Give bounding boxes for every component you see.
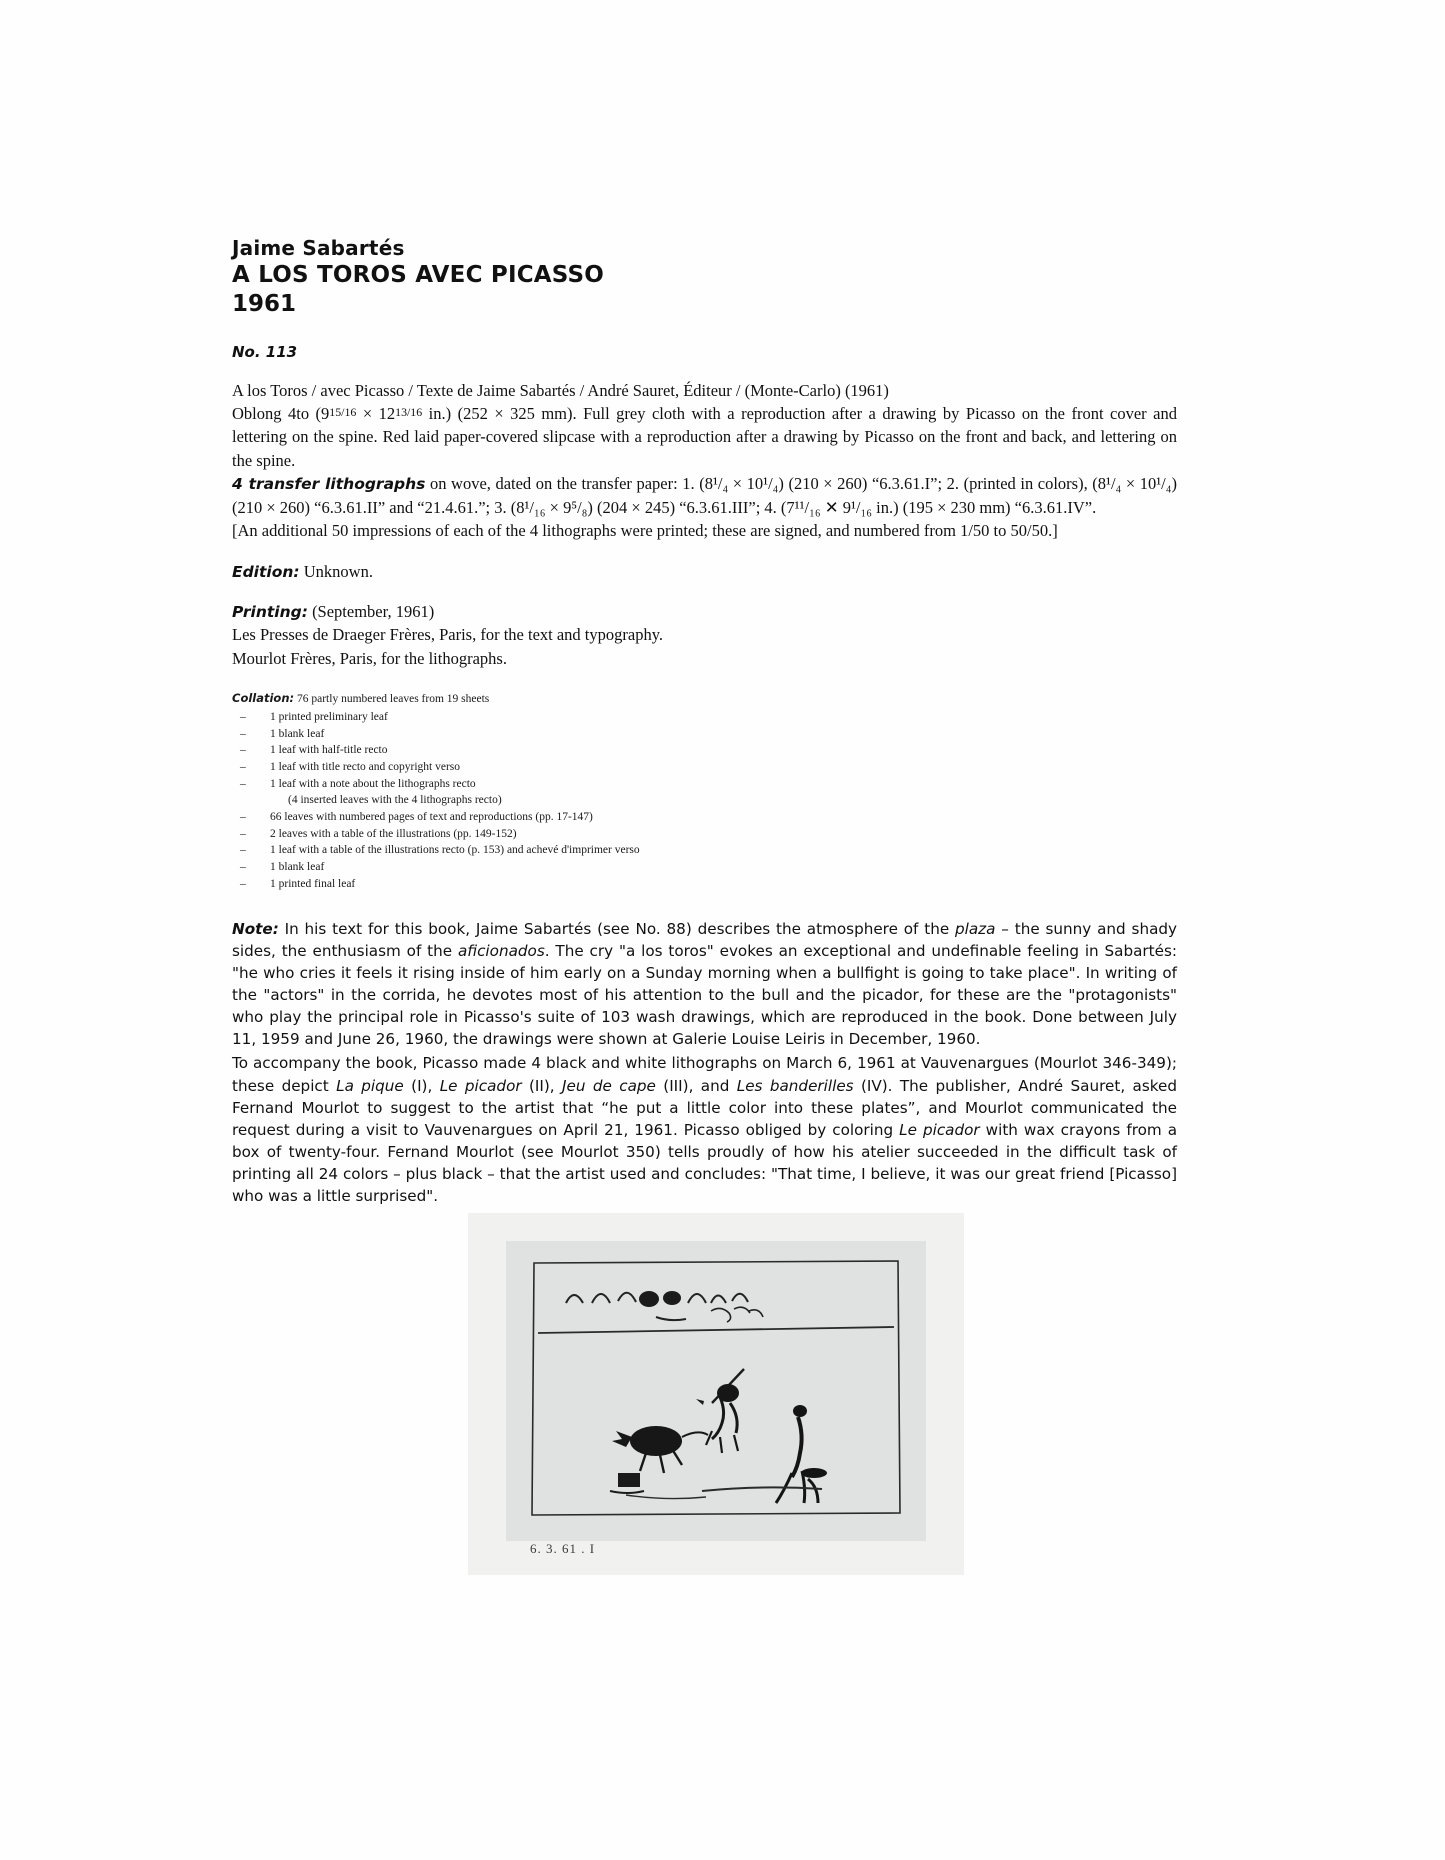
list-item [232, 709, 1177, 726]
bracket-note: [An additional 50 impressions of each of the 4 lithographs were printed; these are signed, and numbered from 1/50 to 50/50.] [232, 521, 1058, 541]
list-item [232, 826, 1177, 843]
note-paragraph-2 [232, 1052, 1177, 1206]
lithograph-line [232, 472, 1177, 519]
dash-icon: – [240, 744, 246, 757]
note-p1-b: – the sunny and shady sides, the enthusiasm of the [232, 920, 1177, 961]
descr-2-c: in.) (252 × 325 mm). Full grey cloth with a reproduction after a drawing by Picasso on the front cover and lettering on the spine. Red laid paper-covered slipcase with a reproduction after a drawing by Picasso on the front and back, and lettering on the spine. [232, 404, 1177, 470]
dash-icon: – [240, 860, 246, 873]
list-item [232, 726, 1177, 743]
note-p2-italic-1: La pique [336, 1076, 404, 1095]
page-title [232, 236, 1177, 319]
collation-item-text: 1 printed final leaf [270, 877, 356, 890]
note-p1-italic-2: aficionados [457, 942, 545, 961]
note-p1-italic-1: plaza [955, 920, 996, 939]
collation-block [232, 690, 1177, 892]
dash-icon: – [240, 877, 246, 890]
descr-2-a: Oblong 4to (9 [232, 404, 330, 423]
dash-icon: – [240, 727, 246, 740]
author-name: Jaime Sabartés [232, 236, 405, 260]
note-p2-d: (III), and [655, 1076, 737, 1095]
collation-item-text: 1 blank leaf [270, 727, 325, 740]
description-line-1: A los Toros / avec Picasso / Texte de Jaime Sabartés / André Sauret, Éditeur / (Monte-Carlo) (1961) [232, 380, 889, 400]
note-block [232, 918, 1177, 1206]
edition-value: Unknown. [299, 561, 373, 581]
collation-item-text: 1 blank leaf [270, 860, 325, 873]
collation-heading [232, 690, 1177, 708]
collation-item-text: 2 leaves with a table of the illustrations (pp. 149-152) [270, 827, 517, 840]
descr-frac-2: 13/16 [395, 405, 423, 420]
collation-list [232, 709, 1177, 892]
list-item [232, 792, 1177, 809]
note-label: Note: [232, 920, 279, 939]
book-title: A LOS TOROS AVEC PICASSO [232, 262, 605, 289]
list-item [232, 842, 1177, 859]
lithograph-label: 4 transfer lithographs [232, 475, 426, 494]
note-paragraph-1 [232, 918, 1177, 1050]
collation-item-text: 1 leaf with a table of the illustrations recto (p. 153) and achevé d'imprimer verso [270, 844, 640, 857]
descr-2-b: × 12 [356, 404, 396, 423]
dash-icon: – [240, 710, 246, 723]
dash-icon: – [240, 760, 246, 773]
note-p2-italic-3: Jeu de cape [562, 1076, 656, 1095]
dash-icon: – [240, 777, 246, 790]
page-content [232, 236, 1177, 1207]
note-p2-c: (II), [521, 1076, 563, 1095]
note-p2-a: To accompany the book, Picasso made 4 black and white lithographs on March 6, 1961 at Vauvenargues (Mourlot 346-349); these depict [232, 1054, 1177, 1095]
note-p2-f: with wax crayons from a box of twenty-four. Fernand Mourlot (see Mourlot 350) tells proudly of how his atelier succeeded in the difficult task of printing all 24 colors – plus black – that the artist used and concludes: "That time, I believe, it was our great friend [Picasso] who was a little surprised". [232, 1120, 1178, 1205]
collation-intro: 76 partly numbered leaves from 19 sheets [294, 693, 490, 706]
printing-line-3: Mourlot Frères, Paris, for the lithographs. [232, 648, 507, 668]
list-item [232, 809, 1177, 826]
note-p2-e: (IV). The publisher, André Sauret, asked Fernand Mourlot to suggest to the artist that “he put a little color into these plates”, and Mourlot communicated the request during a visit to Vauvenargues on April 21, 1961. Picasso obliged by coloring [232, 1076, 1177, 1139]
lithograph-reproduction [506, 1241, 926, 1541]
collation-item-text: (4 inserted leaves with the 4 lithographs recto) [288, 794, 502, 807]
bullfight-drawing-icon [506, 1241, 926, 1541]
collation-item-text: 1 leaf with half-title recto [270, 744, 388, 757]
description-line-2 [232, 402, 1177, 472]
list-item [232, 876, 1177, 893]
list-item [232, 742, 1177, 759]
collation-item-text: 1 printed preliminary leaf [270, 710, 388, 723]
note-p1-a: In his text for this book, Jaime Sabartés (see No. 88) describes the atmosphere of the [278, 920, 956, 939]
note-p2-italic-4: Les banderilles [736, 1076, 854, 1095]
plate-caption: 6. 3. 61 . I [530, 1541, 596, 1556]
catalogue-number: No. 113 [232, 342, 298, 361]
printing-line-1 [232, 600, 1177, 623]
printing-line-2: Les Presses de Draeger Frères, Paris, for the text and typography. [232, 625, 664, 645]
collation-item-text: 1 leaf with title recto and copyright verso [270, 760, 461, 773]
note-p2-b: (I), [403, 1076, 440, 1095]
printing-block [232, 600, 1177, 670]
descr-frac-1: 15/16 [329, 405, 357, 420]
note-p2-italic-5: Le picador [899, 1120, 980, 1139]
dash-icon: – [240, 844, 246, 857]
book-year: 1961 [232, 290, 297, 317]
plate-image [468, 1213, 964, 1575]
collation-item-text: 66 leaves with numbered pages of text and reproductions (pp. 17-147) [270, 810, 593, 823]
dash-icon: – [240, 827, 246, 840]
dash-icon: – [240, 810, 246, 823]
note-p2-italic-2: Le picador [439, 1076, 522, 1095]
lithograph-text: on wove, dated on the transfer paper: 1. (8¹/₄ × 10¹/₄) (210 × 260) “6.3.61.I”; 2. (printed in colors), (8¹/₄ × 10¹/₄) (210 × 260) “6.3.61.II” and “21.4.61.”; 3. (8¹/₁₆ × 9⁵/₈) (204 × 245) “6.3.61.III”; 4. (7¹¹/₁₆ ✕ 9¹/₁₆ in.) (195 × 230 mm) “6.3.61.IV”. [232, 474, 1177, 517]
printing-label: Printing: [232, 602, 308, 621]
printing-value: (September, 1961) [307, 601, 435, 621]
description-block [232, 379, 1177, 543]
note-p1-c: . The cry "a los toros" evokes an exceptional and undefinable feeling in Sabartés: "he who cries it feels it rising inside of him early on a Sunday morning when a bullfight is going to take place". In writing of the "actors" in the corrida, he devotes most of his attention to the bull and the picador, for these are the "protagonists" who play the principal role in Picasso's suite of 103 wash drawings, which are reproduced in the book. Done between July 11, 1959 and June 26, 1960, the drawings were shown at Galerie Louise Leiris in December, 1960. [232, 942, 1177, 1049]
list-item [232, 776, 1177, 793]
collation-label: Collation: [232, 691, 295, 706]
list-item [232, 759, 1177, 776]
edition-block [232, 560, 1177, 583]
list-item [232, 859, 1177, 876]
edition-line [232, 560, 1177, 583]
edition-label: Edition: [232, 562, 300, 581]
collation-item-text: 1 leaf with a note about the lithographs recto [270, 777, 476, 790]
